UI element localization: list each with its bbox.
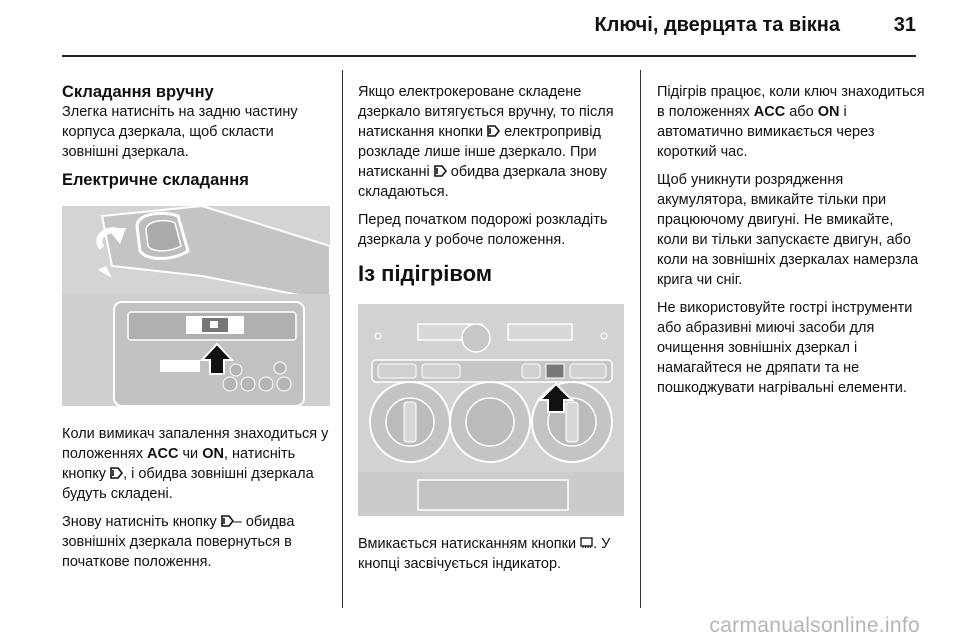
manual-folding-text: Злегка натисніть на задню частину корпуса дзеркала, щоб скласти зовнішні дзеркала. (62, 104, 298, 160)
column-divider (342, 70, 343, 608)
column-1 (62, 82, 330, 580)
electric-folding-text-1: Коли вимикач запалення знаходиться у положеннях ACC чи ON, натисніть кнопку , і обидва зовнішні дзеркала будуть складені. (62, 426, 329, 502)
mirror-fold-icon (110, 467, 123, 479)
column-3 (657, 82, 927, 406)
header-title: Ключі, дверцята та вікна (594, 14, 840, 36)
manual-folding-heading: Складання вручну (62, 83, 214, 101)
heated-on-text: Вмикається натисканням кнопки . У кнопці засвічується індикатор. (358, 536, 611, 572)
watermark: carmanualsonline.info (709, 614, 920, 637)
column-divider (640, 70, 641, 608)
mirror-fold-icon (434, 165, 447, 177)
heating-operation-text: Підігрів працює, коли ключ знаходиться в положеннях ACC або ON і автоматично вимикається через короткий час. (657, 84, 925, 160)
manual-unfold-text: Якщо електрокероване складене дзеркало витягується вручну, то після натискання кнопки електропривід розкладе лише інше дзеркало. При натисканні обидва дзеркала знову складаються. (358, 84, 614, 200)
heated-mirrors-heading: Із підігрівом (358, 261, 493, 286)
column-2 (358, 82, 624, 582)
electric-folding-text-2: Знову натисніть кнопку – обидва зовнішніх дзеркала повернуться в початкове положення. (62, 514, 295, 570)
heated-mirror-icon (580, 537, 593, 549)
heated-mirror-illustration (358, 304, 624, 516)
mirror-fold-illustration (62, 206, 330, 406)
page-number: 31 (893, 14, 916, 36)
mirror-fold-icon (487, 125, 500, 137)
battery-warning-text: Щоб уникнути розрядження акумулятора, вмикайте тільки при працюючому двигуні. Не вмикайте, коли ви тільки запускаєте двигун, або коли на зовнішніх дзеркалах намерзла крига чи сніг. (657, 172, 919, 288)
cleaning-warning-text: Не використовуйте гострі інструменти або абразивні миючі засоби для очищення зовнішніх дзеркал і намагайтеся не дряпати та не пошкоджувати нагрівальні елементи. (657, 300, 913, 396)
electric-folding-heading: Електричне складання (62, 171, 249, 189)
mirror-fold-icon (221, 515, 234, 527)
climate-panel-drawing (358, 304, 624, 516)
mirror-fold-drawing (62, 206, 330, 406)
before-trip-text: Перед початком подорожі розкладіть дзеркала у робоче положення. (358, 212, 608, 248)
header-divider (62, 55, 916, 57)
